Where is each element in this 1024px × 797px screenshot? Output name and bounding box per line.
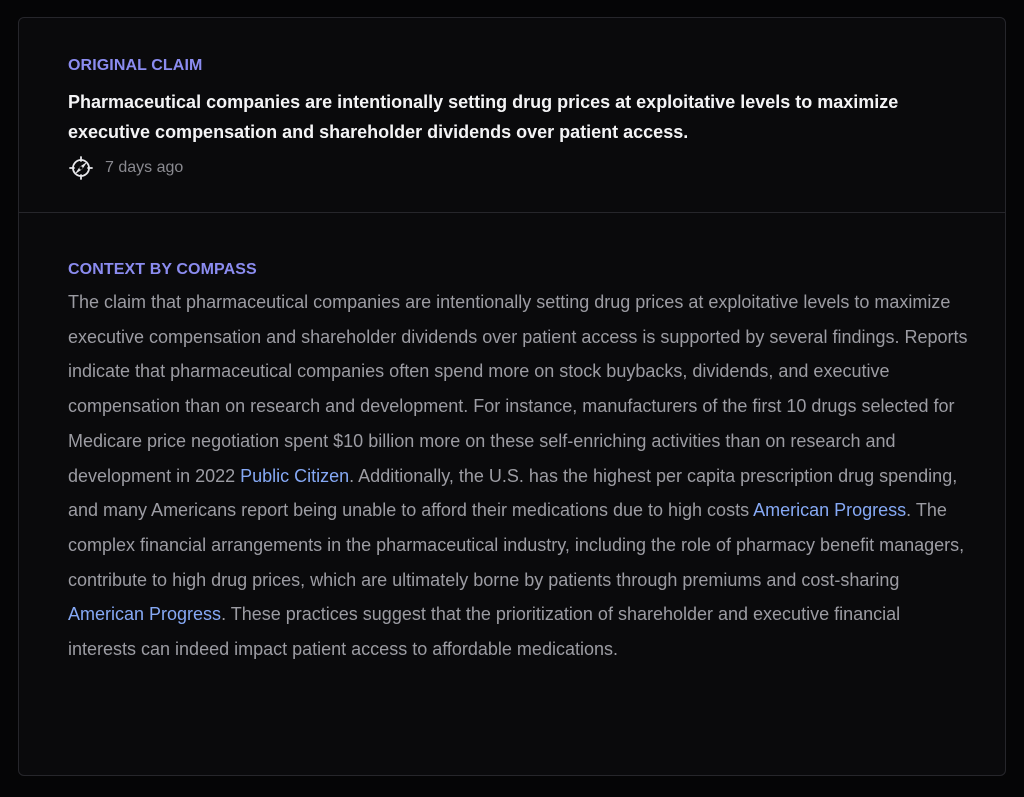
compass-icon	[68, 155, 94, 181]
claim-timestamp: 7 days ago	[105, 159, 184, 176]
context-section	[19, 213, 1005, 775]
claim-text: Pharmaceutical companies are intentionally setting drug prices at exploitative levels to maximize executive compensation and shareholder dividends over patient access.	[68, 92, 899, 142]
claim-meta	[68, 155, 183, 181]
context-label: CONTEXT BY COMPASS	[68, 261, 257, 278]
context-text: . Additionally, the U.S. has the highest per capita prescription drug spending, and many Americans report being unable to afford their medications due to high costs	[68, 465, 958, 521]
context-paragraph	[68, 285, 968, 667]
source-link-american-progress[interactable]: American Progress	[68, 604, 222, 625]
context-text: . These practices suggest that the prioritization of shareholder and executive financial interests can indeed impact patient access to affordable medications.	[68, 604, 901, 660]
context-text: The claim that pharmaceutical companies are intentionally setting drug prices at exploitative levels to maximize executive compensation and shareholder dividends over patient access is supported by several findings. Reports indicate that pharmaceutical companies often spend more on stock buybacks, dividends, and executive compensation than on research and development. For instance, manufacturers of the first 10 drugs selected for Medicare price negotiation spent $10 billion more on these self-enriching activities than on research and development in 2022	[68, 292, 968, 486]
context-card	[18, 17, 1006, 776]
original-claim-section	[19, 18, 1005, 213]
original-claim-label: ORIGINAL CLAIM	[68, 57, 203, 74]
source-link-american-progress[interactable]: American Progress	[753, 500, 907, 521]
context-text: . The complex financial arrangements in the pharmaceutical industry, including the role of pharmacy benefit managers, contribute to high drug prices, which are ultimately borne by patients through premiums and cost-sharing	[68, 500, 965, 590]
source-link-public-citizen[interactable]: Public Citizen	[240, 465, 350, 486]
